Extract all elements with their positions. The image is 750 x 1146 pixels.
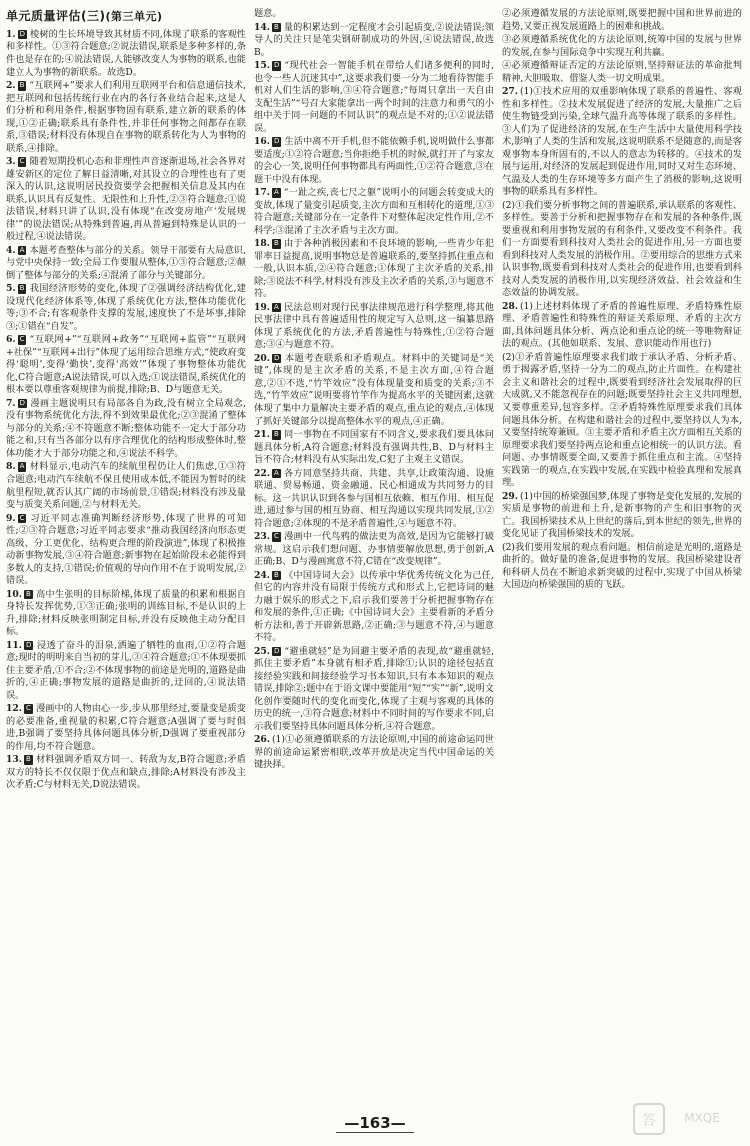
answer-item bbox=[6, 640, 246, 703]
answer-item bbox=[254, 353, 494, 428]
answer-choice-badge: B bbox=[19, 81, 25, 90]
answer-number: 29. bbox=[502, 490, 518, 502]
answer-item bbox=[254, 136, 494, 186]
answer-text: 漫画中的人物由心一步,步从那里经过,要量变是质变的必要准备,重视量的积累,C符合题意;A强调了要与时俱进,B强调了要坚持具体问题具体分析,D强调了要重视部分的作用,均不符合题意。 bbox=[6, 703, 246, 752]
answer-text: 习近平同志准确判断经济形势,体现了世界的可知性;②③符合题意;习近平同志要求“推动我国经济向形态更高级、分工更优化、结构更合理的阶段演进”,体现了积极推动新事物发展,③④符合题意;新事物在起始阶段未必能得到多数人的支持,①错误;价值观的导向作用不在于说明发展,②错误。 bbox=[6, 512, 246, 587]
answer-text: (1)①必须遵循联系的方法论原则,中国的前途命运同世界的前途命运紧密相联,改革开放是决定当代中国命运的关键抉择。 bbox=[254, 734, 494, 771]
answer-item bbox=[6, 461, 246, 511]
answer-number: 3. bbox=[6, 156, 16, 168]
column-left bbox=[6, 8, 246, 1108]
answer-number: 11. bbox=[6, 639, 22, 651]
answer-text: 量的积累达到一定程度才会引起质变,②说法错误;领导人的关注只是笔尖钢研制成功的外因,④说法错误,故选B。 bbox=[254, 21, 494, 58]
answer-text: (2)①我们要分析事物之间的普遍联系,承认联系的客观性、多样性。要善于分析和把握事物存在和发展的各种条件,既要重视和利用事物发展的有利条件,又要改变不利条件。我们一方面要看到科技对人类社会的促进作用,另一方面也要看到科技对人类发展的消极作用。②要用综合的思维方式来认识事物,既要看到科技对人类社会的促进作用,也要看到科技对人类发展的消极作用,以实现经济效益、社会效益和生态效益的协调发展。 bbox=[502, 199, 742, 299]
answer-text: (1)上述材料体现了矛盾的普遍性原理、矛盾特殊性原理、矛盾普遍性和特殊性的辩证关系原理、矛盾的主次方面,具体问题具体分析、两点论和重点论的统一等唯物辩证法的观点。(其他如联系、发展、意识能动作用也行) bbox=[502, 300, 742, 350]
answer-number: 15. bbox=[254, 60, 270, 72]
answer-number: 17. bbox=[254, 187, 270, 199]
column-middle bbox=[254, 8, 494, 1108]
answer-number: 24. bbox=[254, 569, 270, 581]
answer-text: (1)中国的桥梁强国梦,体现了事物是变化发展的,发展的实质是事物的前进和上升,是新事物的产生和旧事物的灭亡。我国桥梁技术从上世纪的落后,到本世纪的领先,世界的变化见证了我国桥梁技术的发展。 bbox=[502, 490, 742, 540]
answer-number: 20. bbox=[254, 352, 270, 364]
answer-text: ④必须遵循辩证否定的方法论原则,坚持辩证法的革命批判精神,大胆吸取、借鉴人类一切文明成果。 bbox=[502, 60, 742, 84]
answer-choice-badge: B bbox=[273, 22, 279, 31]
answer-choice-badge: D bbox=[273, 61, 280, 70]
answer-text: “互联网+”要求人们利用互联网平台和信息通信技术,把互联网和包括传统行业在内的各行各业结合起来,这是人们分析和利用条件,根据事物固有联系,建立新的联系的体现,①②正确;联系具有条件性,并非任何事物之间都存在联系,③错误;材料没有体现自在事物的联系转化为人为事物的联系,④排除。 bbox=[6, 80, 246, 154]
answer-number: 9. bbox=[6, 512, 16, 524]
answer-number: 10. bbox=[6, 588, 22, 600]
answer-choice-badge: D bbox=[19, 398, 25, 407]
answer-text: 生活中离不开手机,但不能依赖手机,说明做什么事都要适度;①②符合题意;当你拒绝手机的时候,就打开了与家友的会心一笑,说明任何事物都具有两面性,①②符合题意,③在题干中没有体现。 bbox=[254, 136, 494, 185]
answer-item bbox=[6, 754, 246, 792]
answer-choice-badge: A bbox=[19, 462, 25, 471]
answer-choice-badge: D bbox=[273, 137, 280, 146]
answer-item bbox=[254, 60, 494, 135]
answer-item bbox=[254, 734, 494, 772]
answer-text: 材料显示,电动汽车的续航里程仍让人们焦虑,①③符合题意;电动汽车续航不保且使用成本低,不能因为暂时的续航里程短,就否认其广阔的市场前景,①错误;材料没有涉及量变与质变关系问题,②与材料无关。 bbox=[6, 461, 246, 511]
answer-number: 13. bbox=[6, 754, 22, 766]
answer-number: 5. bbox=[6, 283, 16, 295]
answer-item bbox=[254, 646, 494, 734]
answer-number: 25. bbox=[254, 645, 270, 657]
answer-text: 民法总则对现行民事法律规范进行科学整理,将其他民事法律中具有普遍适用性的规定写入总则,这一编纂思路体现了系统优化的方法,矛盾普遍性与特殊性,①②符合题意;③④与题意不符。 bbox=[254, 301, 494, 351]
answer-item bbox=[6, 245, 246, 283]
answer-text: 由于各种消极因素和不良环境的影响,一些青少年犯罪率日益提高,说明事物总是普遍联系的,要坚持抓住重点和一般,认识本质,②④符合题意;①体现了主次矛盾的关系,排除;③说法不科学,材料没有涉及主次矛盾的关系,③与题意不符。 bbox=[254, 238, 494, 300]
answer-text: 各方同意坚持共商、共建、共享,让政策沟通、设施联通、贸易畅通、资金融通、民心相通成为共同努力的目标。这一共识认识到各参与国相互依赖、相互作用、相互促进,通过参与国的相互协商、相互沟通以实现共同发展,①②符合题意;②体现的不是矛盾普遍性,④与题意不符。 bbox=[254, 467, 494, 529]
answer-item bbox=[254, 429, 494, 467]
title-main: 单元质量评估(三) bbox=[6, 9, 106, 23]
answer-text: 漫画中一代鸟鸦的做法更为高效,是因为它能够打破常规。这启示我们想问题、办事情要解放思想,勇于创新,A正确;B、D与漫画寓意不符,C错在“改变规律”。 bbox=[254, 531, 494, 568]
answer-number: 6. bbox=[6, 334, 16, 346]
answer-choice-badge: C bbox=[25, 704, 31, 713]
answer-choice-badge: A bbox=[273, 188, 279, 197]
answer-item bbox=[502, 34, 742, 59]
answer-number: 23. bbox=[254, 531, 270, 543]
answer-item bbox=[6, 29, 246, 79]
answer-choice-badge: A bbox=[273, 302, 279, 311]
answer-choice-badge: B bbox=[273, 430, 279, 439]
answer-number: 4. bbox=[6, 244, 16, 256]
answer-item bbox=[502, 542, 742, 592]
answer-text: 浸透了奋斗的泪泉,洒遍了牺牲的血雨,①②符合题意;现时的明明来自当初的芽儿,③④符合题意;①不体现要抓住主要矛盾,①不合;②不体现事物的前途是光明的,道路是曲折的,④正确;事物发展的道路是曲折的,迂回的,④说法错误。 bbox=[6, 639, 246, 701]
answer-text: (1)①技术应用的双重影响体现了联系的普遍性、客观性和多样性。②技术发展促进了经济的发展,大量推广之后使生物链受到污染,全球气温升高等体现了联系的多样性。③人们为了促进经济的发展,在生产生活中大量使用科学技术,影响了人类的生活和发展,这说明联系不是随意的,而是客观事物本身所固有的,不以人的意志为转移的。④技术的发展与运用,对经济的发展起到促进作用,同时又对生态环境、气温及人类的生存环境等多方面产生了消极的影响,这说明事物的联系具有多样性。 bbox=[502, 86, 742, 198]
answer-item bbox=[6, 513, 246, 588]
answer-text: “现代社会一智能手机在带给人们诸多便利的同时,也令一些人沉迷其中”,这要求我们要一分为二地看待智能手机对人们生活的影响,③④符合题意;“每周只拿出一天自由支配生活”“号召大家能拿出一两个时间的注意力和勇气的小组中关于同一问题的不同认识”的观点是不对的;①②说法错误。 bbox=[254, 60, 494, 134]
answer-number: 28. bbox=[502, 300, 518, 312]
page-number-text: —163— bbox=[336, 1114, 413, 1133]
answer-item bbox=[502, 301, 742, 351]
answer-item bbox=[502, 200, 742, 300]
answer-number: 7. bbox=[6, 397, 16, 409]
answer-choice-badge: A bbox=[273, 468, 279, 477]
answer-item bbox=[6, 80, 246, 155]
answer-text: 本题考查联系和矛盾观点。材料中的关键词是“关键”,体现的是主次矛盾的关系,不是主次方面,④符合题意,②①不选,“竹竿效应”没有体现量变和质变的关系;③不选,“竹竿效应”说明要将竹竿作为提高水平的关键因素,这就体现了集中力量解决主要矛盾的观点,重点论的观点,④体现了抓好关键部分以提高整体水平的观点,④正确。 bbox=[254, 352, 494, 427]
answer-choice-badge: B bbox=[25, 755, 31, 764]
answer-item bbox=[254, 468, 494, 531]
answer-item bbox=[254, 8, 494, 21]
answer-number: 8. bbox=[6, 461, 16, 473]
answer-text: 随着短期投机心态和非理性声音逐渐退场,社会各界对雄安新区的定位了解日益清晰,对其设立的合理性也有了更深入的认识,这说明居民投资要学会把握相关信息及其内在联系,认识具有反复性、无限性和上升性,②③符合题意;①说法错误,材料只讲了认识,没有体现“在改变房地产‘发展规律’”的说法错误;从特殊到普遍,再从普遍到特殊是认识的一般过程,④说法错误。 bbox=[6, 156, 246, 243]
answer-item bbox=[502, 491, 742, 541]
answer-text: 高中生张明的目标阶梯,体现了质量的积累和根据自身特长发挥优势,①③正确;张明的训练目标,不是认识的上升,排除;材料反映张明制定目标,并没有反映他主动分配目标。 bbox=[6, 588, 246, 638]
answer-text: 《中国诗词大会》以传承中华优秀传统文化为己任,但它的内容并没有局限于传统方式和形式上,它把诗词的魅力融于娱乐的形式之下,启示我们要善于分析把握事物存在和发展的条件,①正确;《中国诗词大会》主要看新的矛盾分析方法和,善于开辟新思路,②正确;③与题意不符,④与题意不符。 bbox=[254, 569, 494, 644]
answer-item bbox=[254, 531, 494, 569]
answer-item bbox=[254, 238, 494, 301]
answer-text: (2)我们要用发展的观点看问题。相信前途是光明的,道路是曲折的。做好量的准备,促进事物的发展。我国桥梁建设者和科研人员在不断追求新突破的过程中,实现了中国从桥梁大国迈向桥梁强国的质的飞跃。 bbox=[502, 541, 742, 591]
answer-number: 26. bbox=[254, 734, 270, 746]
answer-choice-badge: D bbox=[25, 640, 32, 649]
answer-item bbox=[502, 86, 742, 199]
answer-choice-badge: C bbox=[19, 513, 25, 522]
answer-choice-badge: B bbox=[273, 239, 279, 248]
answer-item bbox=[254, 187, 494, 237]
answer-number: 18. bbox=[254, 238, 270, 250]
answer-choice-badge: C bbox=[273, 532, 279, 541]
answer-number: 12. bbox=[6, 703, 22, 715]
section-title bbox=[6, 8, 246, 25]
answer-number: 1. bbox=[6, 28, 16, 40]
answer-choice-badge: D bbox=[273, 353, 280, 362]
answer-item bbox=[502, 8, 742, 33]
answer-columns bbox=[6, 8, 744, 1108]
answer-item bbox=[6, 589, 246, 639]
answer-item bbox=[6, 283, 246, 333]
answer-text: 我国经济形势的变化,体现了②强调经济结构优化,建设现代化经济体系等,体现了系统优化方法,整体功能优化等;③不合;有客观条件支撑的发展,速度快了不是坏事,排除③;①错在“自发”。 bbox=[6, 283, 246, 332]
answer-item bbox=[6, 156, 246, 244]
answer-item bbox=[6, 398, 246, 461]
answer-number: 22. bbox=[254, 467, 270, 479]
svg-text:MXQE: MXQE bbox=[684, 1111, 720, 1125]
column-right bbox=[502, 8, 742, 1108]
answer-item bbox=[254, 570, 494, 645]
page bbox=[6, 8, 744, 1108]
answer-item bbox=[6, 703, 246, 753]
answer-choice-badge: C bbox=[19, 157, 25, 166]
answer-text: “互联网+”“互联网+政务”“互联网+监管”“互联网+社保”“互联网+出行”体现了运用综合思维方式,“使政府变得‘聪明’,变得‘勤快’,变得‘高效’”体现了事物整体功能优化,C符合题意;A说法错误,可以入选;①说法错误,系统优化的根本要以尊重客观规律为前提,排除;B、D与题意无关。 bbox=[6, 334, 246, 396]
answer-choice-badge: B bbox=[273, 570, 279, 579]
answer-text: 本题考查整体与部分的关系。领导干部要有大局意识,与党中央保持一致;全局工作要服从整体,①③符合题意;②颠倒了整体与部分的关系;④混淆了部分与关键部分。 bbox=[6, 244, 246, 281]
svg-text:答: 答 bbox=[642, 1113, 656, 1129]
answer-item bbox=[502, 60, 742, 85]
answer-number: 2. bbox=[6, 80, 16, 92]
answer-choice-badge: C bbox=[19, 335, 25, 344]
answer-text: “一趾之疾,丧七尺之躯”说明小的问题会转变成大的变故,体现了量变引起质变,主次方面和互相转化的道理,①③符合题意;关键部分在一定条件下对整体起决定性作用,②不科学;③混淆了主次矛盾与主次方面。 bbox=[254, 187, 494, 236]
answer-choice-badge: A bbox=[19, 245, 25, 254]
answer-text: 题意。 bbox=[254, 8, 282, 19]
answer-text: ③必须遵循系统优化的方法论原则,统筹中国的发展与世界的发展,在参与国际竞争中实现互利共赢。 bbox=[502, 34, 742, 58]
answer-choice-badge: D bbox=[19, 29, 25, 38]
answer-item bbox=[254, 22, 494, 60]
answer-choice-badge: B bbox=[19, 284, 25, 293]
title-sub: (第三单元) bbox=[105, 10, 163, 23]
answer-text: ②必须遵循发展的方法论原则,既要把握中国和世界前进的趋势,又要正视发展道路上的困难和挑战。 bbox=[502, 8, 742, 32]
answer-number: 16. bbox=[254, 136, 270, 148]
answer-text: 漫画主题说明只有局部各自为政,没有树立全局观念,没有事物系统优化方法,得不到效果最优化;②③混淆了整体与部分的关系;④不符题意不断;整体功能不一定大于部分功能之和,只有当各部分以有序合理优化的结构形成整体时,整体功能才大于部分功能之和,④说法不科学。 bbox=[6, 397, 246, 459]
answer-item bbox=[6, 334, 246, 397]
answer-text: “避重就轻”是为回避主要矛盾的表现,故“避重就轻,抓住主要矛盾”本身就有相矛盾,排除①;认识的途径包括直接经验实践和间接经验学习书本知识,只有本本知识的观点错误,排除②;题中在于语文课中要能用“短”“实”“新”,说明文化创作要随时代的变化而变化,体现了主观与客观的具体的历史的统一,③符合题意;材料中不同时间的写作要求不同,启示我们要坚持具体问题具体分析,④符合题意。 bbox=[254, 645, 494, 732]
answer-text: 材料强调矛盾双方同一、转敌为友,B符合题意;矛盾双方的特长不仅仅限于优点和缺点,排除;A材料没有涉及主次矛盾;C与材料无关,D说法错误。 bbox=[6, 754, 246, 791]
answer-text: 棱树的生长环境导致其材质不同,体现了联系的客观性和多样性。①③符合题意;②说法错误,联系是多种多样的,条件也是存在的;④说法错误,人能够改变人为事物的联系,也能建立人为事物的新联系。故选D。 bbox=[6, 28, 246, 78]
answer-choice-badge: D bbox=[273, 646, 280, 655]
answer-item bbox=[254, 302, 494, 352]
watermark-logo bbox=[632, 1100, 742, 1140]
answer-number: 27. bbox=[502, 86, 518, 98]
answer-number: 19. bbox=[254, 301, 270, 313]
answer-number: 21. bbox=[254, 429, 270, 441]
answer-text: (2)①矛盾普遍性原理要求我们敢于承认矛盾、分析矛盾、勇于揭露矛盾,坚持一分为二的观点,防止片面性。在构建社会主义和谐社会的过程中,既要看到经济社会发展取得的巨大成就,又不能忽视存在的问题;既要坚持社会主义共同理想,又要尊重差异,包容多样。②矛盾特殊性原理要求我们具体问题具体分析。在构建和谐社会的过程中,要坚持以人为本,又要坚持统筹兼顾。③主要矛盾和矛盾主次方面相互关系的原理要求我们要坚持两点论和重点论相统一的认识方法。看问题、办事情既要全面,又要善于抓住重点和主流。④坚持实践第一的观点,在实践中发展,在实践中检验真理和发展真理。 bbox=[502, 351, 742, 489]
answer-item bbox=[502, 352, 742, 490]
answer-number: 14. bbox=[254, 21, 270, 33]
answer-choice-badge: B bbox=[25, 589, 31, 598]
answer-text: 同一事物在不同国家有不同含义,要求我们要具体问题具体分析,A符合题意;材料没有强调共性,B、D与材料主旨不符合;材料没有从实际出发,C犯了主观主义错误。 bbox=[254, 429, 494, 466]
